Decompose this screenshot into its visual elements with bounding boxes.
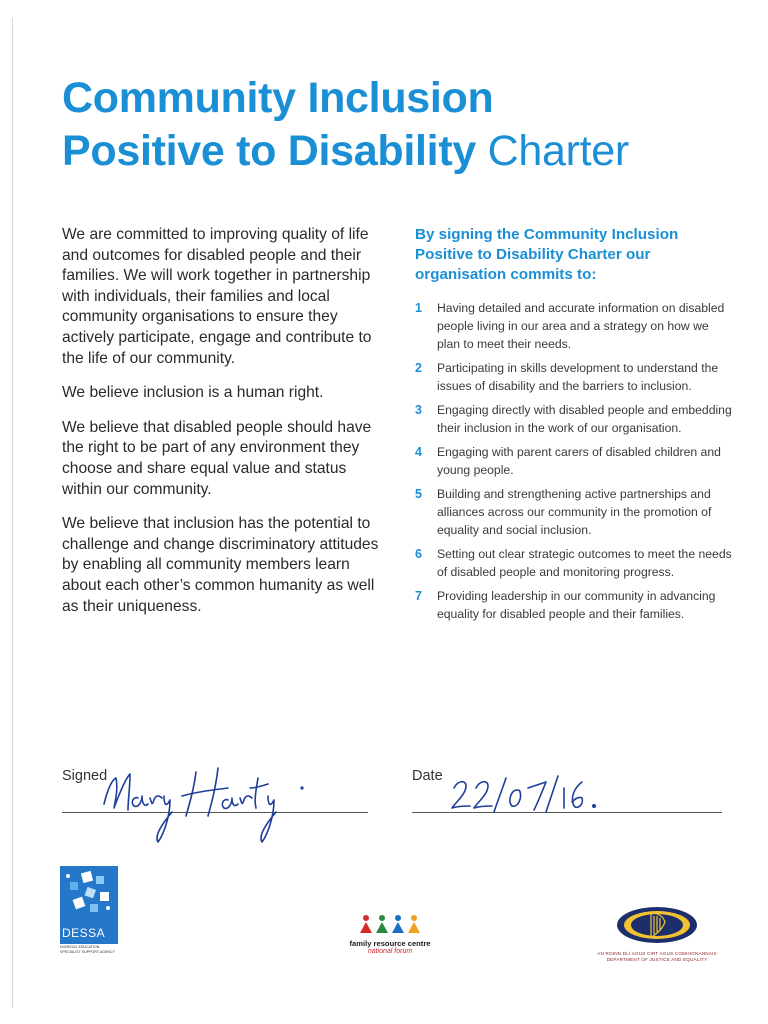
date-label: Date (412, 768, 443, 784)
title-line-2-bold: Positive to Disability (62, 127, 476, 175)
commitment-item (415, 443, 735, 479)
handwritten-date (450, 770, 600, 816)
frc-name: family resource centre (349, 939, 431, 948)
dessa-logo-box (60, 866, 118, 944)
intro-column (62, 225, 382, 631)
commitment-number: 4 (415, 445, 422, 459)
commitment-text: Engaging directly with disabled people and embedding their inclusion in the work of our organisation. (437, 403, 732, 435)
commitments-column (415, 225, 735, 629)
title-line-2-plain: Charter (487, 127, 629, 175)
commitment-item (415, 401, 735, 437)
commitments-heading: By signing the Community Inclusion Positive to Disability Charter our organisation commits to: (415, 226, 679, 283)
doj-irish-name: AN ROINN DLÍ AGUS CIRT AGUS COMHIONANNAIS (597, 951, 717, 956)
scan-edge-line (12, 18, 13, 1008)
harp-emblem-icon (615, 904, 699, 946)
frc-logo (338, 914, 442, 956)
doj-logo (584, 904, 730, 963)
intro-paragraph: We believe that disabled people should have the right to be part of any environment they choose and share equal value and status within our community. (62, 418, 372, 498)
dessa-logo (60, 866, 118, 958)
commitment-number: 6 (415, 547, 422, 561)
dessa-cubes-icon (60, 866, 118, 922)
commitment-text: Participating in skills development to understand the issues of disability and the barriers to inclusion. (437, 361, 719, 393)
frc-subtitle: national forum (367, 948, 413, 955)
handwritten-signature (100, 758, 310, 848)
commitment-item (415, 359, 735, 395)
commitment-item (415, 299, 735, 353)
title-line-1: Community Inclusion (62, 74, 494, 122)
page-title (62, 72, 742, 178)
commitment-text: Setting out clear strategic outcomes to meet the needs of disabled people and monitoring progress. (437, 547, 732, 579)
frc-people-icon (358, 914, 422, 934)
dessa-subtext: DONEGAL EDUCATION SPECIALIST SUPPORT AGENCY (60, 945, 115, 954)
commitment-text: Engaging with parent carers of disabled children and young people. (437, 445, 721, 477)
commitment-number: 5 (415, 487, 422, 501)
commitments-list (415, 299, 735, 623)
intro-paragraph: We are committed to improving quality of life and outcomes for disabled people and their families. We will work together in partnership with individuals, their families and local community organisations to ensure they actively participate, engage and contribute to the life of our community. (62, 226, 372, 367)
commitment-number: 7 (415, 589, 422, 603)
commitment-item (415, 587, 735, 623)
intro-paragraph: We believe inclusion is a human right. (62, 384, 324, 402)
doj-english-name: DEPARTMENT OF JUSTICE AND EQUALITY (606, 957, 708, 962)
commitment-text: Having detailed and accurate information on disabled people living in our area and a strategy on how we plan to meet their needs. (437, 301, 725, 351)
intro-paragraph: We believe that inclusion has the potential to challenge and change discriminatory attitudes by enabling all community members learn about each other’s common humanity as well as their uniqueness. (62, 515, 379, 615)
commitment-text: Providing leadership in our community in advancing equality for disabled people and their families. (437, 589, 716, 621)
commitment-item (415, 545, 735, 581)
dessa-name: DESSA (62, 926, 106, 940)
commitment-number: 1 (415, 301, 422, 315)
commitment-number: 2 (415, 361, 422, 375)
commitment-text: Building and strengthening active partnerships and alliances across our community in the promotion of equality and social inclusion. (437, 487, 712, 537)
commitment-item (415, 485, 735, 539)
commitment-number: 3 (415, 403, 422, 417)
signed-label: Signed (62, 768, 108, 784)
